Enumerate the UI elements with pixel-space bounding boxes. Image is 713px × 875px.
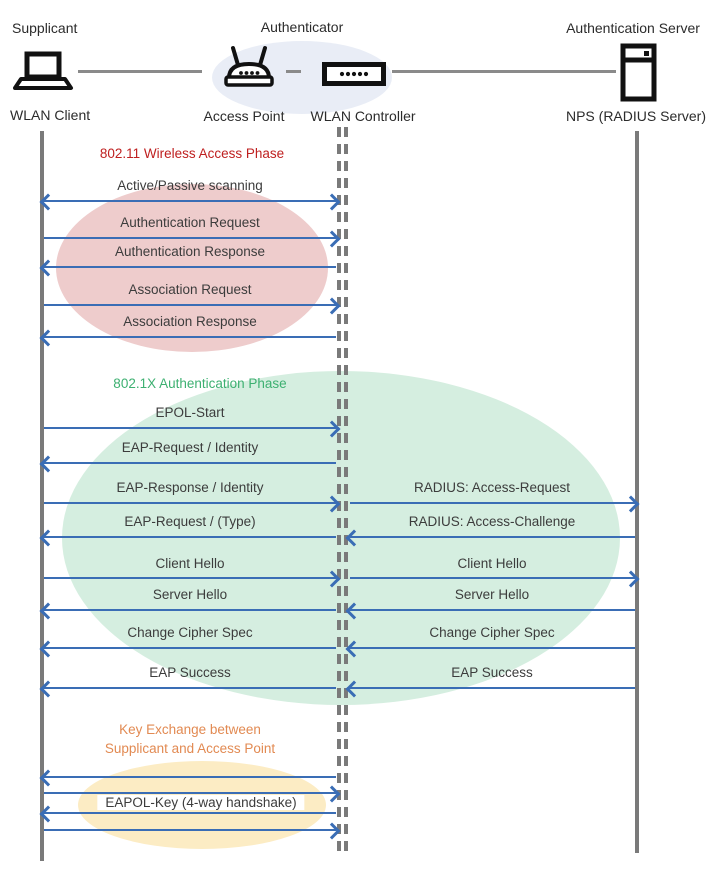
authenticator-lifeline-right [344,127,348,857]
phase-2-title: 802.1X Authentication Phase [113,376,287,391]
server-icon [620,43,658,102]
message-label: Association Response [123,314,257,329]
message-label: Active/Passive scanning [117,178,263,193]
connector-wlc-to-server [392,70,616,73]
supplicant-role-label: Supplicant [12,20,78,36]
message-label: Association Request [128,282,252,297]
arrow-radius-access-request [350,502,635,504]
message-label: EAP-Request / (Type) [124,514,256,529]
arrow-client-hello-right [350,577,635,579]
arrow-eap-request-type [44,536,336,538]
arrow-eap-success-right [350,687,635,689]
nps-radius-server-label: NPS (RADIUS Server) [565,108,707,124]
message-label: Server Hello [152,587,228,602]
authenticator-role-label: Authenticator [260,19,344,35]
phase-3-title-line1: Key Exchange between [119,722,261,737]
message-label: Change Cipher Spec [429,625,555,640]
authentication-server-role-label: Authentication Server [566,20,700,36]
access-point-icon [220,45,278,93]
arrow-active-passive-scanning [44,200,336,202]
message-label: Change Cipher Spec [127,625,253,640]
arrow-eapol-key-1 [44,776,336,778]
message-label: EPOL-Start [155,405,225,420]
wlan-controller-label: WLAN Controller [310,108,416,124]
access-point-label: Access Point [203,108,285,124]
arrow-change-cipher-spec-left [44,647,336,649]
message-label: Client Hello [155,556,225,571]
arrow-epol-start [44,427,336,429]
message-label: Authentication Response [114,244,266,259]
arrow-eap-success-left [44,687,336,689]
message-label: EAP Success [451,665,533,680]
wlan-controller-icon [322,62,386,86]
arrow-eap-response-identity [44,502,336,504]
arrow-change-cipher-spec-right [350,647,635,649]
arrow-server-hello-left [44,609,336,611]
message-label: Server Hello [454,587,530,602]
authentication-phase-ellipse [62,371,620,705]
arrow-association-request [44,304,336,306]
eapol-key-label: EAPOL-Key (4-way handshake) [97,795,304,810]
message-label: Authentication Request [120,215,260,230]
arrow-radius-access-challenge [350,536,635,538]
message-label: RADIUS: Access-Request [413,480,571,495]
message-label: RADIUS: Access-Challenge [408,514,576,529]
message-label: EAP Success [149,665,231,680]
connector-client-to-ap [78,70,202,73]
arrow-authentication-request [44,237,336,239]
arrow-authentication-response [44,266,336,268]
arrow-client-hello-left [44,577,336,579]
arrow-eap-request-identity [44,462,336,464]
arrow-eapol-key-3 [44,812,336,814]
supplicant-lifeline [40,131,44,861]
message-label: EAP-Request / Identity [121,440,259,455]
laptop-icon [12,51,74,93]
message-label: EAP-Response / Identity [116,480,264,495]
wlan-client-label: WLAN Client [10,107,91,123]
arrow-server-hello-right [350,609,635,611]
phase-1-title: 802.11 Wireless Access Phase [99,146,285,161]
connector-ap-to-wlc [286,70,301,73]
server-lifeline [635,131,639,853]
phase-3-title-line2: Supplicant and Access Point [104,741,276,756]
arrow-eapol-key-2 [44,792,336,794]
arrow-eapol-key-4 [44,829,336,831]
message-label: Client Hello [457,556,527,571]
arrow-association-response [44,336,336,338]
